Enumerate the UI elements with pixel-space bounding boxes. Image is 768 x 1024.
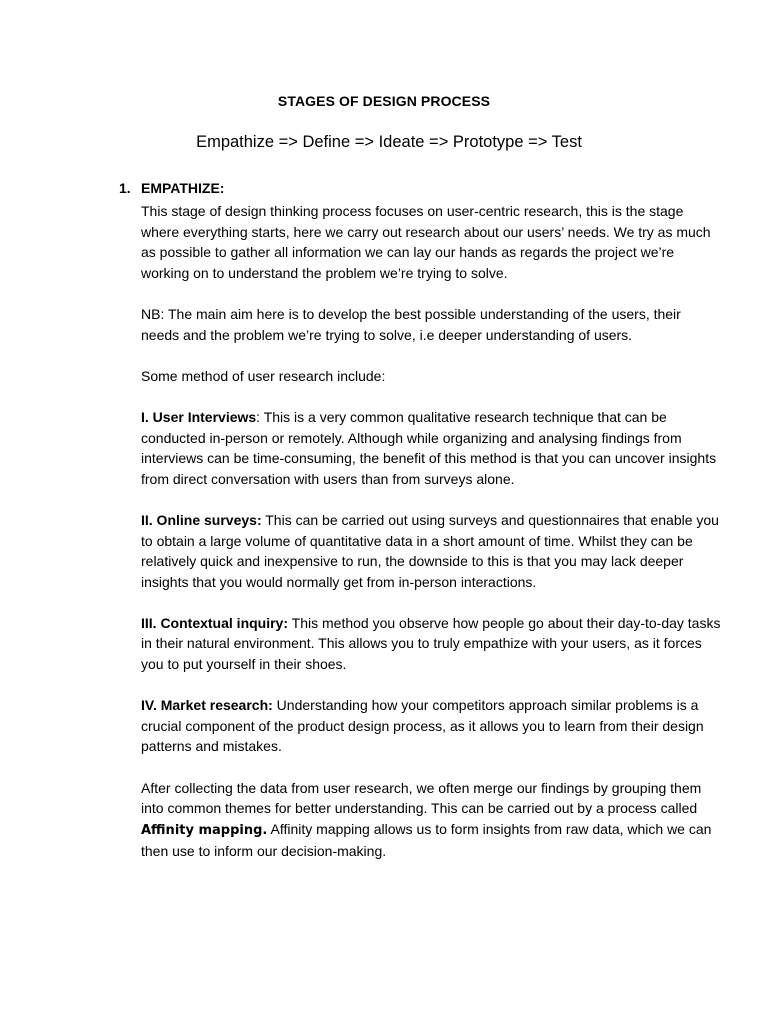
method-label: III. Contextual inquiry: [141,614,289,631]
document-title: STAGES OF DESIGN PROCESS [277,93,491,109]
closing-text-start: After collecting the data from user research, we often merge our findings by grouping them into common themes for better understanding. This can be carried out by a process called [141,779,702,817]
section-title: EMPATHIZE: [141,180,225,196]
method-text: : This is a very common qualitative research technique that can be conducted in-person or remotely. Although while organizing and analysing findings from interviews can be time-consuming, the benefit of this method is that you can uncover insights from direct conversation with users than from surveys alone. [141,408,717,487]
method-text: Understanding how your competitors approach similar problems is a crucial component of the product design process, as it allows you to learn from their design patterns and mistakes. [141,697,704,755]
affinity-mapping-term: Affinity mapping. [141,822,268,838]
intro-paragraph: This stage of design thinking process focuses on user-centric research, this is the stage where everything starts, here we carry out research about our users’ needs. We try as much as possible to gather all information we can lay our hands as regards the project we’re working on to understand the problem we’re trying to solve. [141,203,711,281]
process-flow: Empathize => Define => Ideate => Prototype => Test [196,133,582,151]
nb-paragraph: NB: The main aim here is to develop the best possible understanding of the users, their needs and the problem we’re trying to solve, i.e deeper understanding of users. [141,305,681,343]
method-online-surveys [141,510,721,592]
section-heading [119,180,224,196]
section-number: 1. [119,180,131,196]
method-user-interviews [141,407,721,489]
method-market-research [141,695,721,757]
methods-intro: Some method of user research include: [141,367,386,384]
section-body [141,201,721,883]
method-contextual-inquiry [141,613,721,675]
method-label: IV. Market research: [141,697,273,714]
method-label: II. Online surveys: [141,511,262,528]
closing-paragraph [141,778,721,862]
closing-text-end: Affinity mapping allows us to form insights from raw data, which we can then use to inform our decision-making. [141,820,712,860]
method-label: I. User Interviews [141,408,257,425]
method-text: This method you observe how people go about their day-to-day tasks in their natural environment. This allows you to truly empathize with your users, as it forces you to put yourself in their shoes. [141,614,721,673]
method-text: This can be carried out using surveys and questionnaires that enable you to obtain a large volume of quantitative data in a short amount of time. Whilst they can be relatively quick and inexpensive to run, the downside to this is that you may lack deeper insights that you would normally get from in-person interactions. [141,511,719,590]
